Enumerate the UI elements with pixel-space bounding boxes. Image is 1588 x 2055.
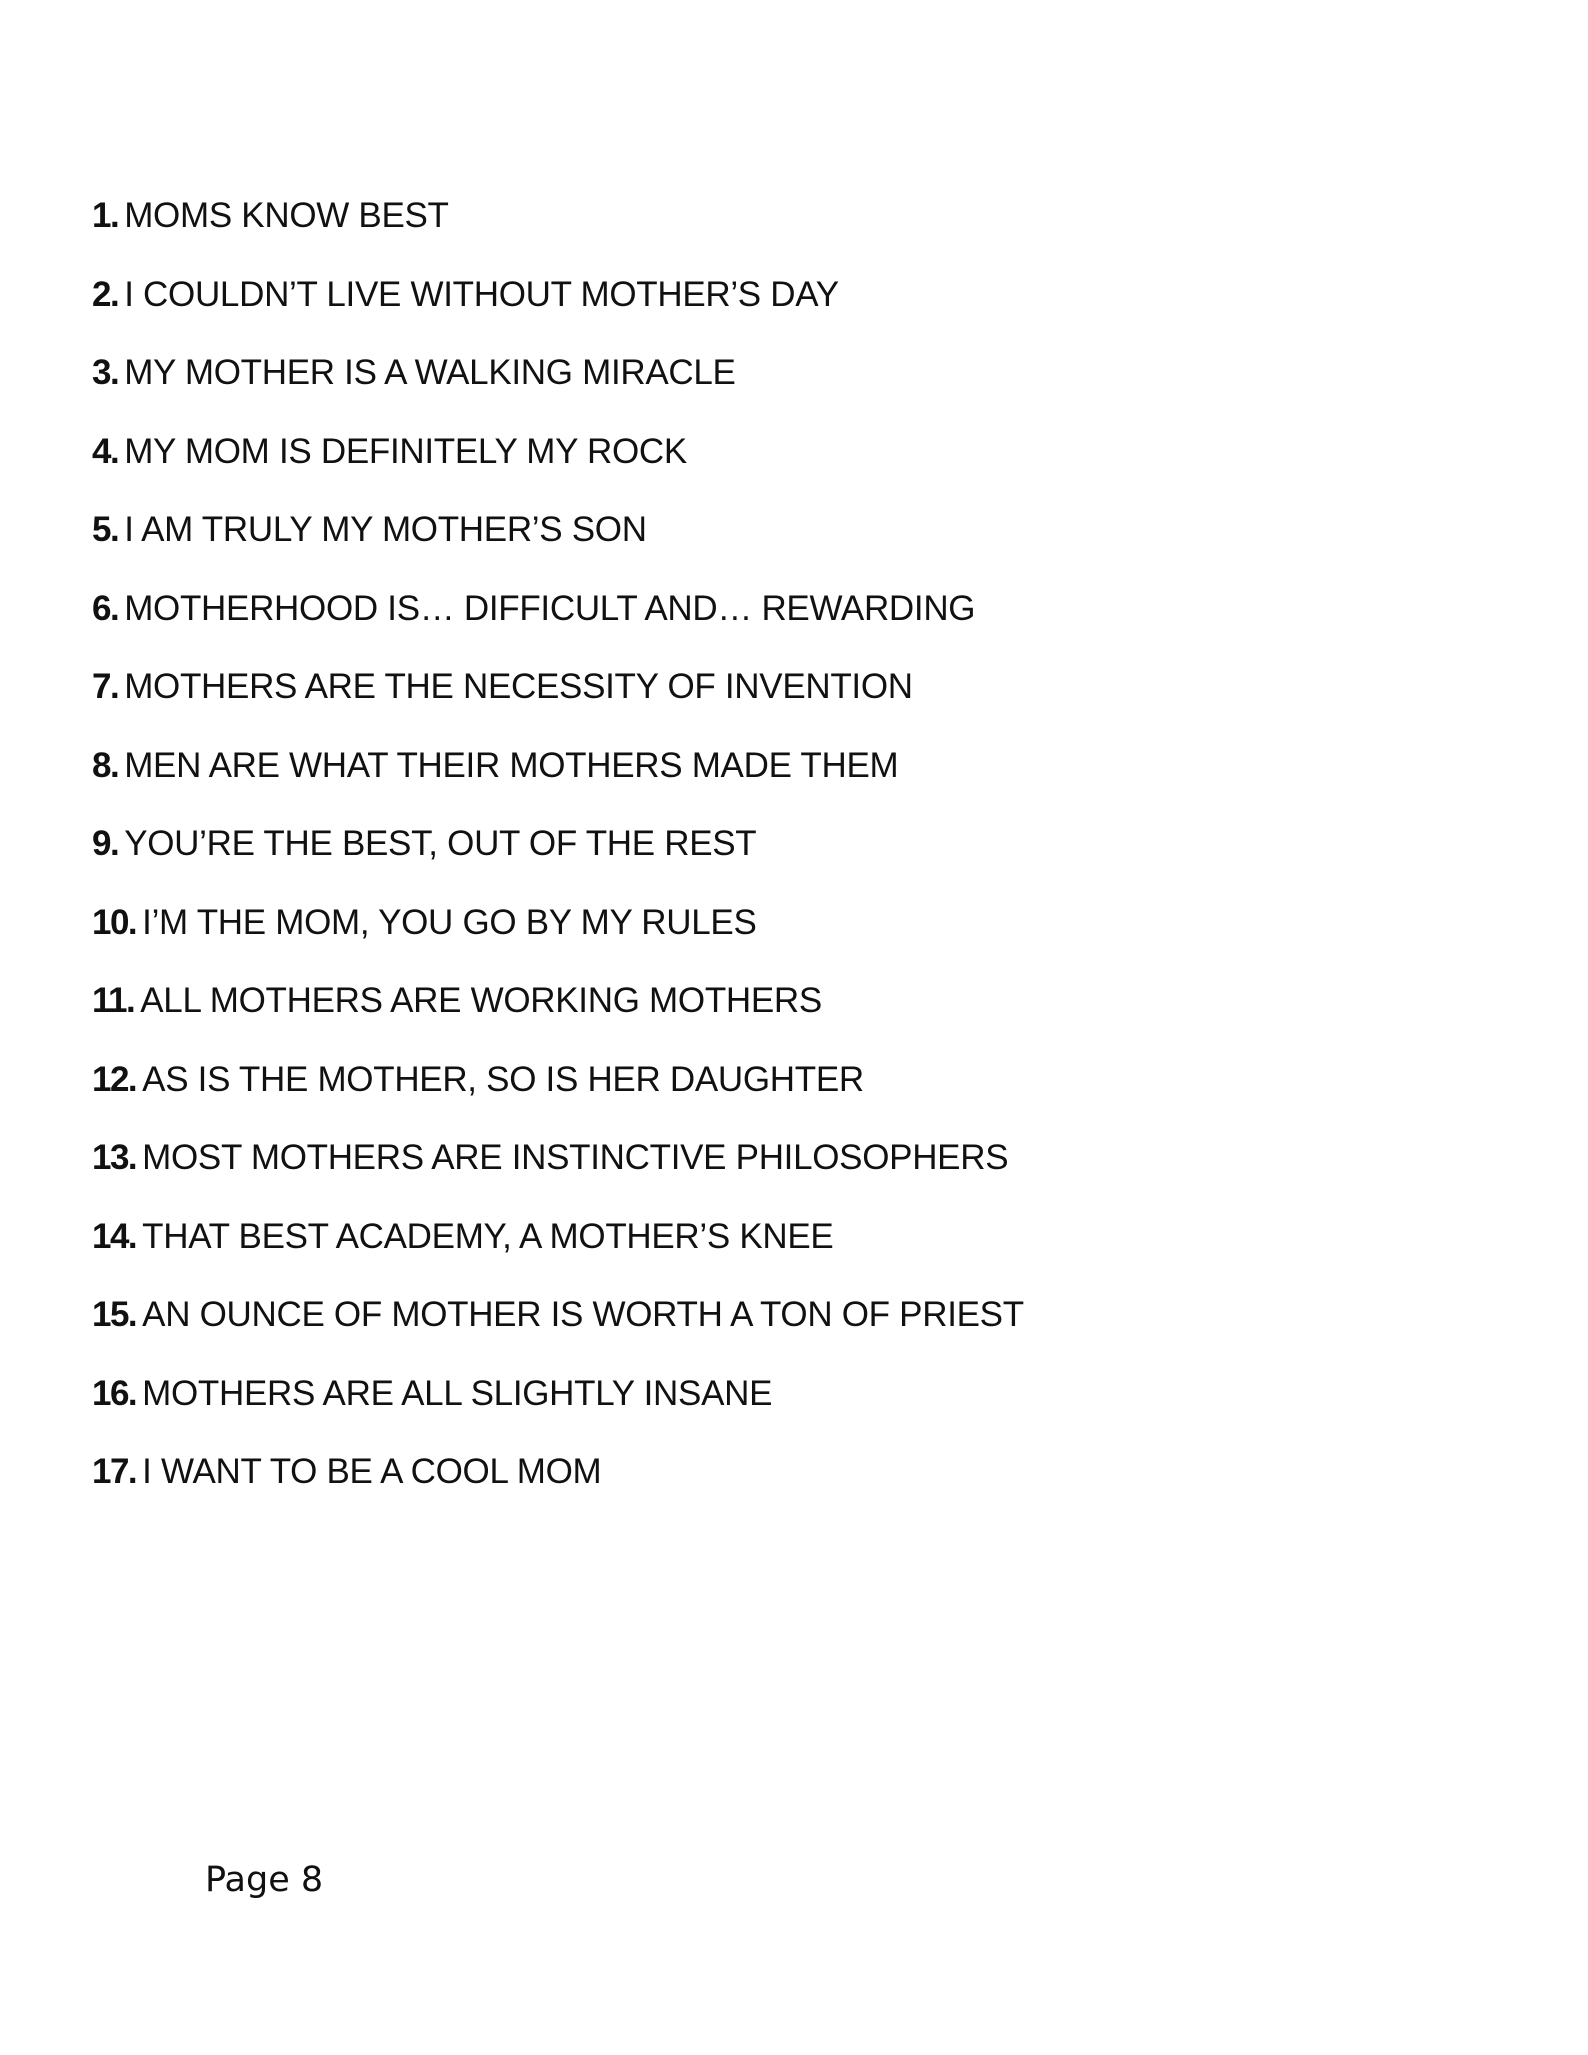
list-item [92, 269, 1392, 348]
item-text: MOTHERS ARE THE NECESSITY OF INVENTION [124, 667, 913, 706]
item-number: 5. [92, 510, 119, 549]
quote-list [92, 190, 1392, 1525]
list-item [92, 583, 1392, 662]
page-number: Page 8 [205, 1860, 324, 1900]
list-item [92, 1054, 1392, 1133]
list-item [92, 1211, 1392, 1290]
item-number: 11. [92, 981, 135, 1020]
item-number: 6. [92, 588, 119, 628]
item-number: 16. [92, 1373, 137, 1413]
item-number: 17. [92, 1452, 137, 1491]
item-text: MOMS KNOW BEST [124, 196, 449, 235]
item-text: I WANT TO BE A COOL MOM [142, 1452, 602, 1491]
item-text: AS IS THE MOTHER, SO IS HER DAUGHTER [142, 1059, 864, 1099]
item-number: 3. [92, 353, 119, 392]
item-text: ALL MOTHERS ARE WORKING MOTHERS [140, 981, 822, 1020]
list-item [92, 1368, 1392, 1447]
item-number: 14. [92, 1216, 137, 1256]
item-number: 13. [92, 1138, 137, 1177]
item-text: MY MOTHER IS A WALKING MIRACLE [124, 353, 736, 392]
list-item [92, 190, 1392, 269]
item-number: 7. [92, 667, 119, 706]
list-item [92, 426, 1392, 505]
item-number: 1. [92, 196, 119, 235]
list-item [92, 347, 1392, 426]
item-text: I COULDN’T LIVE WITHOUT MOTHER’S DAY [124, 274, 839, 314]
item-text: YOU’RE THE BEST, OUT OF THE REST [124, 824, 757, 863]
list-item [92, 740, 1392, 819]
item-text: I’M THE MOM, YOU GO BY MY RULES [142, 902, 757, 942]
list-item [92, 1446, 1392, 1525]
item-text: MOTHERHOOD IS… DIFFICULT AND… REWARDING [124, 588, 976, 628]
list-item [92, 897, 1392, 976]
item-number: 2. [92, 274, 119, 314]
list-item [92, 818, 1392, 897]
list-item [92, 1289, 1392, 1368]
list-item [92, 504, 1392, 583]
item-text: MOST MOTHERS ARE INSTINCTIVE PHILOSOPHERS [142, 1138, 1009, 1177]
list-item [92, 1132, 1392, 1211]
item-text: MY MOM IS DEFINITELY MY ROCK [124, 431, 687, 471]
item-number: 12. [92, 1059, 137, 1099]
item-number: 10. [92, 902, 137, 942]
list-item [92, 661, 1392, 740]
item-number: 15. [92, 1295, 137, 1334]
item-number: 4. [92, 431, 119, 471]
item-text: MEN ARE WHAT THEIR MOTHERS MADE THEM [124, 745, 899, 785]
item-text: MOTHERS ARE ALL SLIGHTLY INSANE [142, 1373, 773, 1413]
item-number: 8. [92, 745, 119, 785]
item-number: 9. [92, 824, 119, 863]
item-text: THAT BEST ACADEMY, A MOTHER’S KNEE [142, 1216, 834, 1256]
list-item [92, 975, 1392, 1054]
item-text: AN OUNCE OF MOTHER IS WORTH A TON OF PRIEST [142, 1295, 1024, 1334]
item-text: I AM TRULY MY MOTHER’S SON [124, 510, 647, 549]
